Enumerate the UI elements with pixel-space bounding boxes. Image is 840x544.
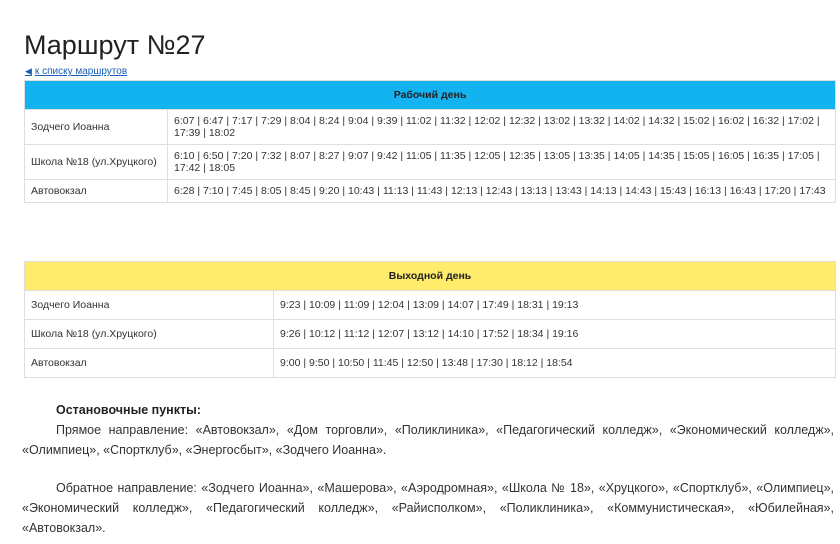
stop-name: Автовокзал xyxy=(25,180,168,203)
departure-times: 6:28 | 7:10 | 7:45 | 8:05 | 8:45 | 9:20 | 10:43 | 11:13 | 11:43 | 12:13 | 12:43 | 13:13 | 13:43 | 14:13 | 14:43 | 15:43 | 16:13 | 16:43 | 17:20 | 17:43 xyxy=(168,180,836,203)
weekend-header: Выходной день xyxy=(25,262,836,291)
stop-name: Школа №18 (ул.Хруцкого) xyxy=(25,145,168,180)
weekend-schedule-table xyxy=(24,261,836,378)
stop-name: Школа №18 (ул.Хруцкого) xyxy=(25,320,274,349)
page-title: Маршрут №27 xyxy=(24,30,206,61)
stops-section xyxy=(22,400,834,538)
weekend-header-row xyxy=(25,262,836,291)
backward-direction-stops: Обратное направление: «Зодчего Иоанна», «Машерова», «Аэродромная», «Школа № 18», «Хруцкого», «Спортклуб», «Олимпиец», «Экономический колледж», «Педагогический колледж», «Райисполком», «Поликлиника», «Коммунистическая», «Юбилейная», «Автовокзал». xyxy=(22,481,834,535)
stop-name: Зодчего Иоанна xyxy=(25,291,274,320)
table-row xyxy=(25,291,836,320)
table-row xyxy=(25,349,836,378)
table-row xyxy=(25,180,836,203)
arrow-left-icon: ◀ xyxy=(25,66,32,76)
table-row xyxy=(25,145,836,180)
forward-direction-stops: Прямое направление: «Автовокзал», «Дом торговли», «Поликлиника», «Педагогический колледж», «Экономический колледж», «Олимпиец», «Спортклуб», «Энергосбыт», «Зодчего Иоанна». xyxy=(22,423,834,457)
back-link-label: к списку маршрутов xyxy=(34,66,128,77)
weekday-header: Рабочий день xyxy=(25,81,836,110)
table-row xyxy=(25,110,836,145)
departure-times: 6:07 | 6:47 | 7:17 | 7:29 | 8:04 | 8:24 | 9:04 | 9:39 | 11:02 | 11:32 | 12:02 | 12:32 | 13:02 | 13:32 | 14:02 | 14:32 | 15:02 | 16:02 | 16:32 | 17:02 | 17:39 | 18:02 xyxy=(168,110,836,145)
table-row xyxy=(25,320,836,349)
stop-name: Зодчего Иоанна xyxy=(25,110,168,145)
departure-times: 9:00 | 9:50 | 10:50 | 11:45 | 12:50 | 13:48 | 17:30 | 18:12 | 18:54 xyxy=(274,349,836,378)
weekday-header-row xyxy=(25,81,836,110)
departure-times: 9:26 | 10:12 | 11:12 | 12:07 | 13:12 | 14:10 | 17:52 | 18:34 | 19:16 xyxy=(274,320,836,349)
weekday-schedule-table xyxy=(24,80,836,203)
stops-heading: Остановочные пункты: xyxy=(56,403,201,417)
departure-times: 9:23 | 10:09 | 11:09 | 12:04 | 13:09 | 14:07 | 17:49 | 18:31 | 19:13 xyxy=(274,291,836,320)
departure-times: 6:10 | 6:50 | 7:20 | 7:32 | 8:07 | 8:27 | 9:07 | 9:42 | 11:05 | 11:35 | 12:05 | 12:35 | 13:05 | 13:35 | 14:05 | 14:35 | 15:05 | 16:05 | 16:35 | 17:05 | 17:42 | 18:05 xyxy=(168,145,836,180)
stop-name: Автовокзал xyxy=(25,349,274,378)
back-to-routes-link[interactable] xyxy=(25,66,127,77)
